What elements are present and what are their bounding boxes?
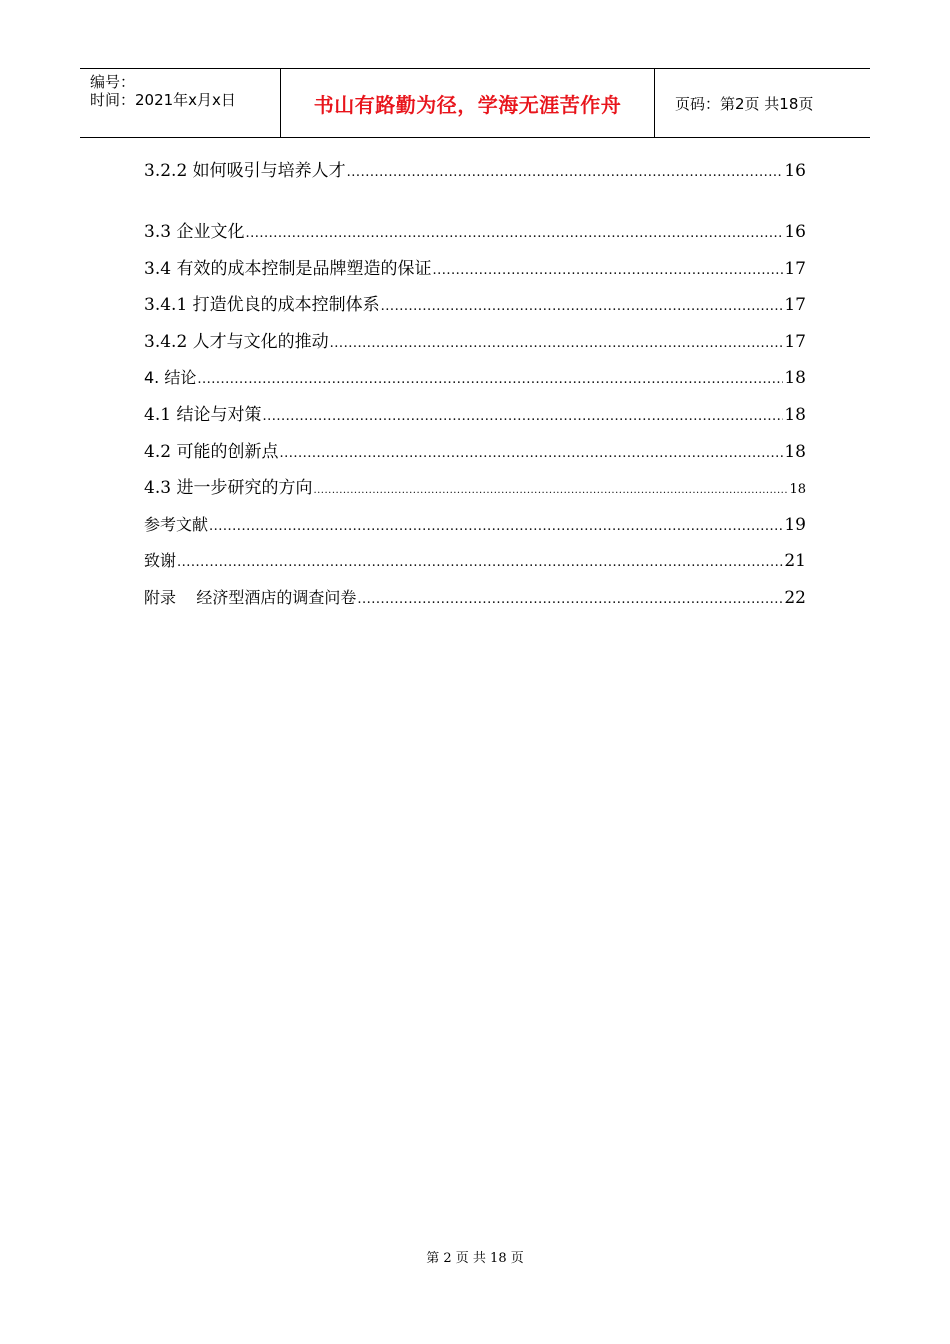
- toc-entry-page: 17: [784, 259, 806, 279]
- toc-entry[interactable]: [144, 586, 806, 610]
- time-label: 时间：2021年x月x日: [90, 91, 236, 109]
- toc-entry-title: 3.4.2 人才与文化的推动: [144, 332, 329, 352]
- toc-leader-dots: [209, 515, 783, 539]
- toc-entry[interactable]: [144, 257, 806, 281]
- header-motto-cell: [281, 69, 655, 137]
- header-page-info: [665, 69, 870, 137]
- page-footer: 第 2 页 共 18 页: [426, 1251, 524, 1266]
- toc-entry-title: 4.3 进一步研究的方向: [144, 478, 313, 498]
- toc-entry-page: 16: [784, 222, 806, 242]
- toc-entry-title: 致谢: [144, 551, 177, 570]
- toc-entry[interactable]: [144, 366, 806, 390]
- toc-entry-page: 22: [784, 588, 806, 608]
- toc-leader-dots: [357, 588, 783, 612]
- toc-entry[interactable]: [144, 159, 806, 183]
- toc-entry[interactable]: [144, 403, 806, 427]
- toc-entry-title: 3.2.2 如何吸引与培养人才: [144, 161, 346, 181]
- toc-entry-page: 18: [789, 482, 806, 497]
- header-meta-cell: [80, 69, 281, 137]
- toc-leader-dots: [262, 405, 783, 429]
- toc-leader-dots: [313, 479, 788, 503]
- toc-entry-page: 17: [784, 332, 806, 352]
- toc-entry-page: 21: [784, 551, 806, 571]
- toc-entry-page: 16: [784, 161, 806, 181]
- toc-leader-dots: [381, 295, 784, 319]
- toc-leader-dots: [347, 161, 784, 185]
- toc-entry[interactable]: [144, 330, 806, 354]
- toc-leader-dots: [245, 222, 783, 246]
- toc-entry[interactable]: [144, 476, 806, 500]
- toc-leader-dots: [330, 332, 784, 356]
- toc-entry-page: 18: [784, 442, 806, 462]
- toc-entry-title: 3.4.1 打造优良的成本控制体系: [144, 295, 380, 315]
- toc-entry[interactable]: [144, 513, 806, 537]
- toc-leader-dots: [177, 551, 783, 575]
- toc-entry-page: 18: [784, 405, 806, 425]
- page-info-text: 页码：第2页 共18页: [675, 94, 814, 113]
- toc-entry-title: 4.1 结论与对策: [144, 405, 262, 425]
- toc-leader-dots: [197, 368, 783, 392]
- toc-entry[interactable]: [144, 549, 806, 573]
- toc-entry[interactable]: [144, 293, 806, 317]
- toc-entry-page: 17: [784, 295, 806, 315]
- toc-entry-title: 参考文献: [144, 515, 209, 534]
- page-header: [80, 68, 870, 138]
- toc-entry[interactable]: [144, 440, 806, 464]
- toc-entry-page: 19: [784, 515, 806, 535]
- toc-entry-title: 附录 经济型酒店的调查问卷: [144, 588, 357, 607]
- toc-entry-page: 18: [784, 368, 806, 388]
- toc-entry-title: 4.2 可能的创新点: [144, 442, 279, 462]
- number-label: 编号：: [90, 73, 136, 91]
- toc-entry-title: 3.3 企业文化: [144, 222, 245, 242]
- toc-leader-dots: [279, 442, 783, 466]
- motto-text: 书山有路勤为径，学海无涯苦作舟: [313, 92, 622, 117]
- toc-entry-title: 3.4 有效的成本控制是品牌塑造的保证: [144, 259, 432, 279]
- toc-entry[interactable]: [144, 220, 806, 244]
- toc-leader-dots: [432, 259, 783, 283]
- toc-entry-title: 4. 结论: [144, 368, 197, 387]
